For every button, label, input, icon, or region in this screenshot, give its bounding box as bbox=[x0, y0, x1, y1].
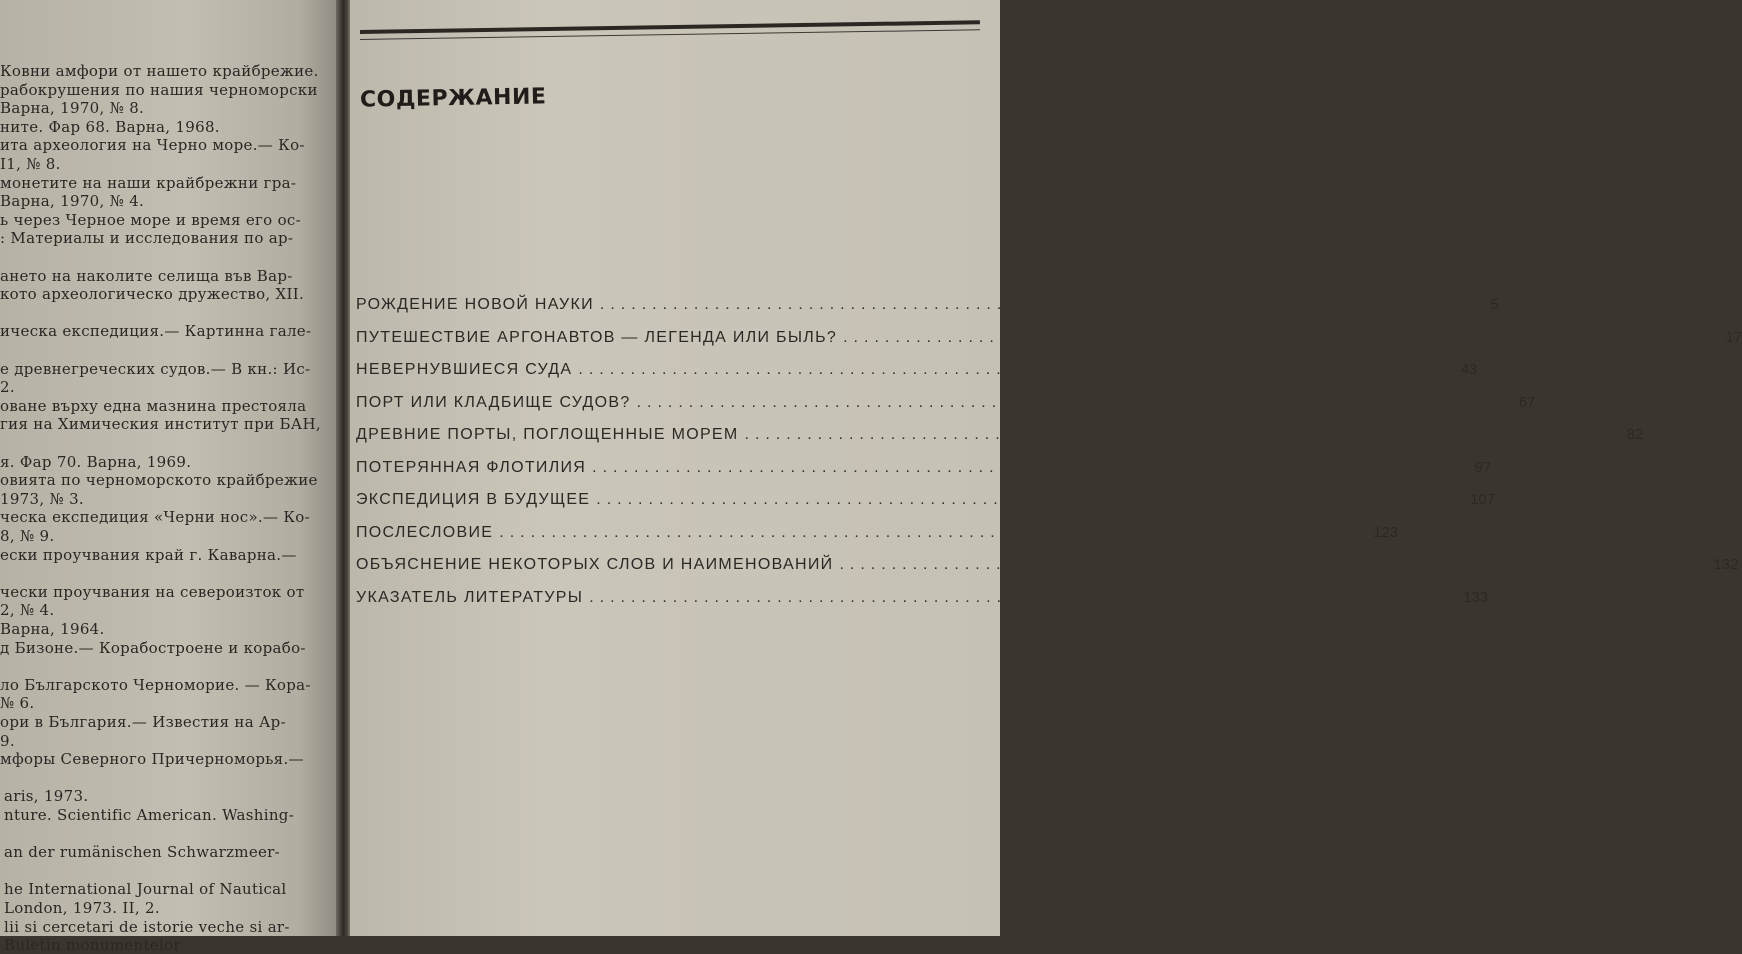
bibliography-line: рабокрушения по нашия черноморски bbox=[0, 80, 318, 99]
bibliography-line: ло Българското Черноморие. — Кора- bbox=[0, 675, 311, 694]
toc-item-page: 5 bbox=[1490, 296, 1499, 313]
toc-item bbox=[356, 491, 1496, 524]
toc-item-label: ПОРТ ИЛИ КЛАДБИЩЕ СУДОВ? bbox=[356, 393, 631, 411]
toc-item-page: 107 bbox=[1470, 491, 1496, 508]
dot-leader: ................................................................................... bbox=[589, 588, 1457, 606]
toc-item-page: 82 bbox=[1626, 426, 1644, 443]
toc-item-page: 132 bbox=[1713, 556, 1739, 573]
bibliography-line: ори в България.— Известия на Ар- bbox=[0, 713, 286, 731]
bibliography-line: Ковни амфори от нашето крайбрежие. bbox=[0, 62, 319, 80]
bibliography-line: ането на наколите селища във Вар- bbox=[0, 266, 293, 285]
toc-item bbox=[356, 556, 1739, 589]
bibliography-line: : Материалы и исследования по ар- bbox=[0, 229, 294, 248]
bibliography-line: 1973, № 3. bbox=[0, 489, 84, 508]
dot-leader: ................................................................................... bbox=[596, 491, 1464, 508]
toc-item-page: 67 bbox=[1518, 393, 1536, 411]
bibliography-line: я. Фар 70. Варна, 1969. bbox=[0, 452, 192, 471]
dot-leader: ................................................................................... bbox=[744, 426, 1612, 443]
bibliography-line: ческа експедиция «Черни нос».— Ко- bbox=[0, 508, 310, 527]
bibliography-line: е древнегреческих судов.— В кн.: Ис- bbox=[0, 359, 311, 378]
bibliography-line: 2. bbox=[0, 378, 15, 397]
dot-leader: ................................................................................... bbox=[599, 296, 1467, 313]
bibliography-line: Buletin monumentelor bbox=[4, 936, 181, 954]
right-page bbox=[350, 0, 1742, 936]
toc-item-label: ОБЪЯСНЕНИЕ НЕКОТОРЫХ СЛОВ И НАИМЕНОВАНИЙ bbox=[356, 556, 834, 573]
dot-leader: ................................................................................... bbox=[636, 393, 1504, 411]
bibliography-line: ните. Фар 68. Варна, 1968. bbox=[0, 117, 220, 136]
dot-leader: ................................................................................... bbox=[843, 328, 1711, 346]
toc-item-label: ПОСЛЕСЛОВИЕ bbox=[356, 523, 494, 541]
toc-item-label: РОЖДЕНИЕ НОВОЙ НАУКИ bbox=[356, 296, 594, 313]
bibliography-line: оване върху една мазнина престояла bbox=[0, 396, 307, 415]
toc-item-page: 133 bbox=[1463, 588, 1489, 606]
toc-item-label: ДРЕВНИЕ ПОРТЫ, ПОГЛОЩЕННЫЕ МОРЕМ bbox=[356, 426, 739, 443]
header-rule-thick bbox=[360, 20, 980, 34]
bibliography-line: Варна, 1970, № 4. bbox=[0, 192, 145, 211]
bibliography-line: London, 1973. II, 2. bbox=[4, 899, 160, 917]
bibliography-line: гия на Химическия институт при БАН, bbox=[0, 415, 321, 434]
toc-item-page: 123 bbox=[1373, 523, 1399, 541]
toc-item bbox=[356, 426, 1644, 459]
bibliography-line: монетите на наши крайбрежни гра- bbox=[0, 173, 297, 192]
bibliography-line: nture. Scientific American. Washing- bbox=[4, 806, 295, 824]
bibliography-line: 8, № 9. bbox=[0, 527, 55, 545]
bibliography-line: lii si cercetari de istorie veche si ar- bbox=[4, 917, 290, 936]
bibliography-line: д Бизоне.— Корабостроене и корабо- bbox=[0, 638, 306, 657]
bibliography-line: ическа експедиция.— Картинна гале- bbox=[0, 322, 312, 341]
page-title: СОДЕРЖАНИЕ bbox=[359, 84, 547, 113]
bibliography-line: aris, 1973. bbox=[4, 787, 89, 806]
dot-leader: ................................................................................... bbox=[592, 458, 1460, 476]
toc-item bbox=[356, 296, 1499, 329]
bibliography-line: чески проучвания на североизток от bbox=[0, 582, 305, 601]
bibliography-line: № 6. bbox=[0, 694, 35, 713]
toc-item-page: 17 bbox=[1725, 328, 1742, 346]
dot-leader: ................................................................................... bbox=[499, 523, 1367, 541]
toc-item bbox=[356, 588, 1489, 622]
bibliography-line: мфоры Северного Причерноморья.— bbox=[0, 750, 304, 769]
dot-leader: ................................................................................... bbox=[578, 361, 1446, 378]
toc-item-label: УКАЗАТЕЛЬ ЛИТЕРАТУРЫ bbox=[356, 588, 584, 606]
toc-item bbox=[356, 458, 1492, 492]
bibliography-line: ь через Черное море и время его ос- bbox=[0, 210, 301, 229]
dot-leader: ................................................................................... bbox=[839, 556, 1707, 573]
bibliography-line: I1, № 8. bbox=[0, 155, 61, 173]
toc-item bbox=[356, 361, 1478, 394]
left-page bbox=[0, 0, 340, 954]
bibliography-line: he International Journal of Nautical bbox=[4, 880, 287, 899]
bibliography-line: овията по черноморското крайбрежие bbox=[0, 471, 318, 490]
bibliography-line: ески проучвания край г. Каварна.— bbox=[0, 545, 297, 564]
toc-item bbox=[356, 328, 1742, 362]
bibliography-line: Варна, 1970, № 8. bbox=[0, 99, 145, 118]
bibliography-line: an der rumänischen Schwarzmeer- bbox=[4, 843, 281, 862]
toc-item-page: 43 bbox=[1460, 361, 1478, 378]
toc-item-label: ЭКСПЕДИЦИЯ В БУДУЩЕЕ bbox=[356, 491, 591, 508]
bibliography-line: Варна, 1964. bbox=[0, 620, 105, 638]
toc-item-page: 97 bbox=[1474, 458, 1492, 476]
bibliography-line: 9. bbox=[0, 731, 15, 750]
toc-item-label: ПУТЕШЕСТВИЕ АРГОНАВТОВ — ЛЕГЕНДА ИЛИ БЫЛЬ? bbox=[356, 328, 838, 346]
bibliography-line: кото археологическо дружество, XII. bbox=[0, 285, 305, 304]
toc-item bbox=[356, 523, 1399, 557]
toc-list bbox=[356, 296, 1742, 621]
toc-item-label: ПОТЕРЯННАЯ ФЛОТИЛИЯ bbox=[356, 458, 587, 476]
toc-item-label: НЕВЕРНУВШИЕСЯ СУДА bbox=[356, 361, 573, 378]
bibliography-line: 2, № 4. bbox=[0, 601, 55, 620]
toc-item bbox=[356, 393, 1536, 427]
bibliography-line: ита археология на Черно море.— Ко- bbox=[0, 136, 305, 155]
